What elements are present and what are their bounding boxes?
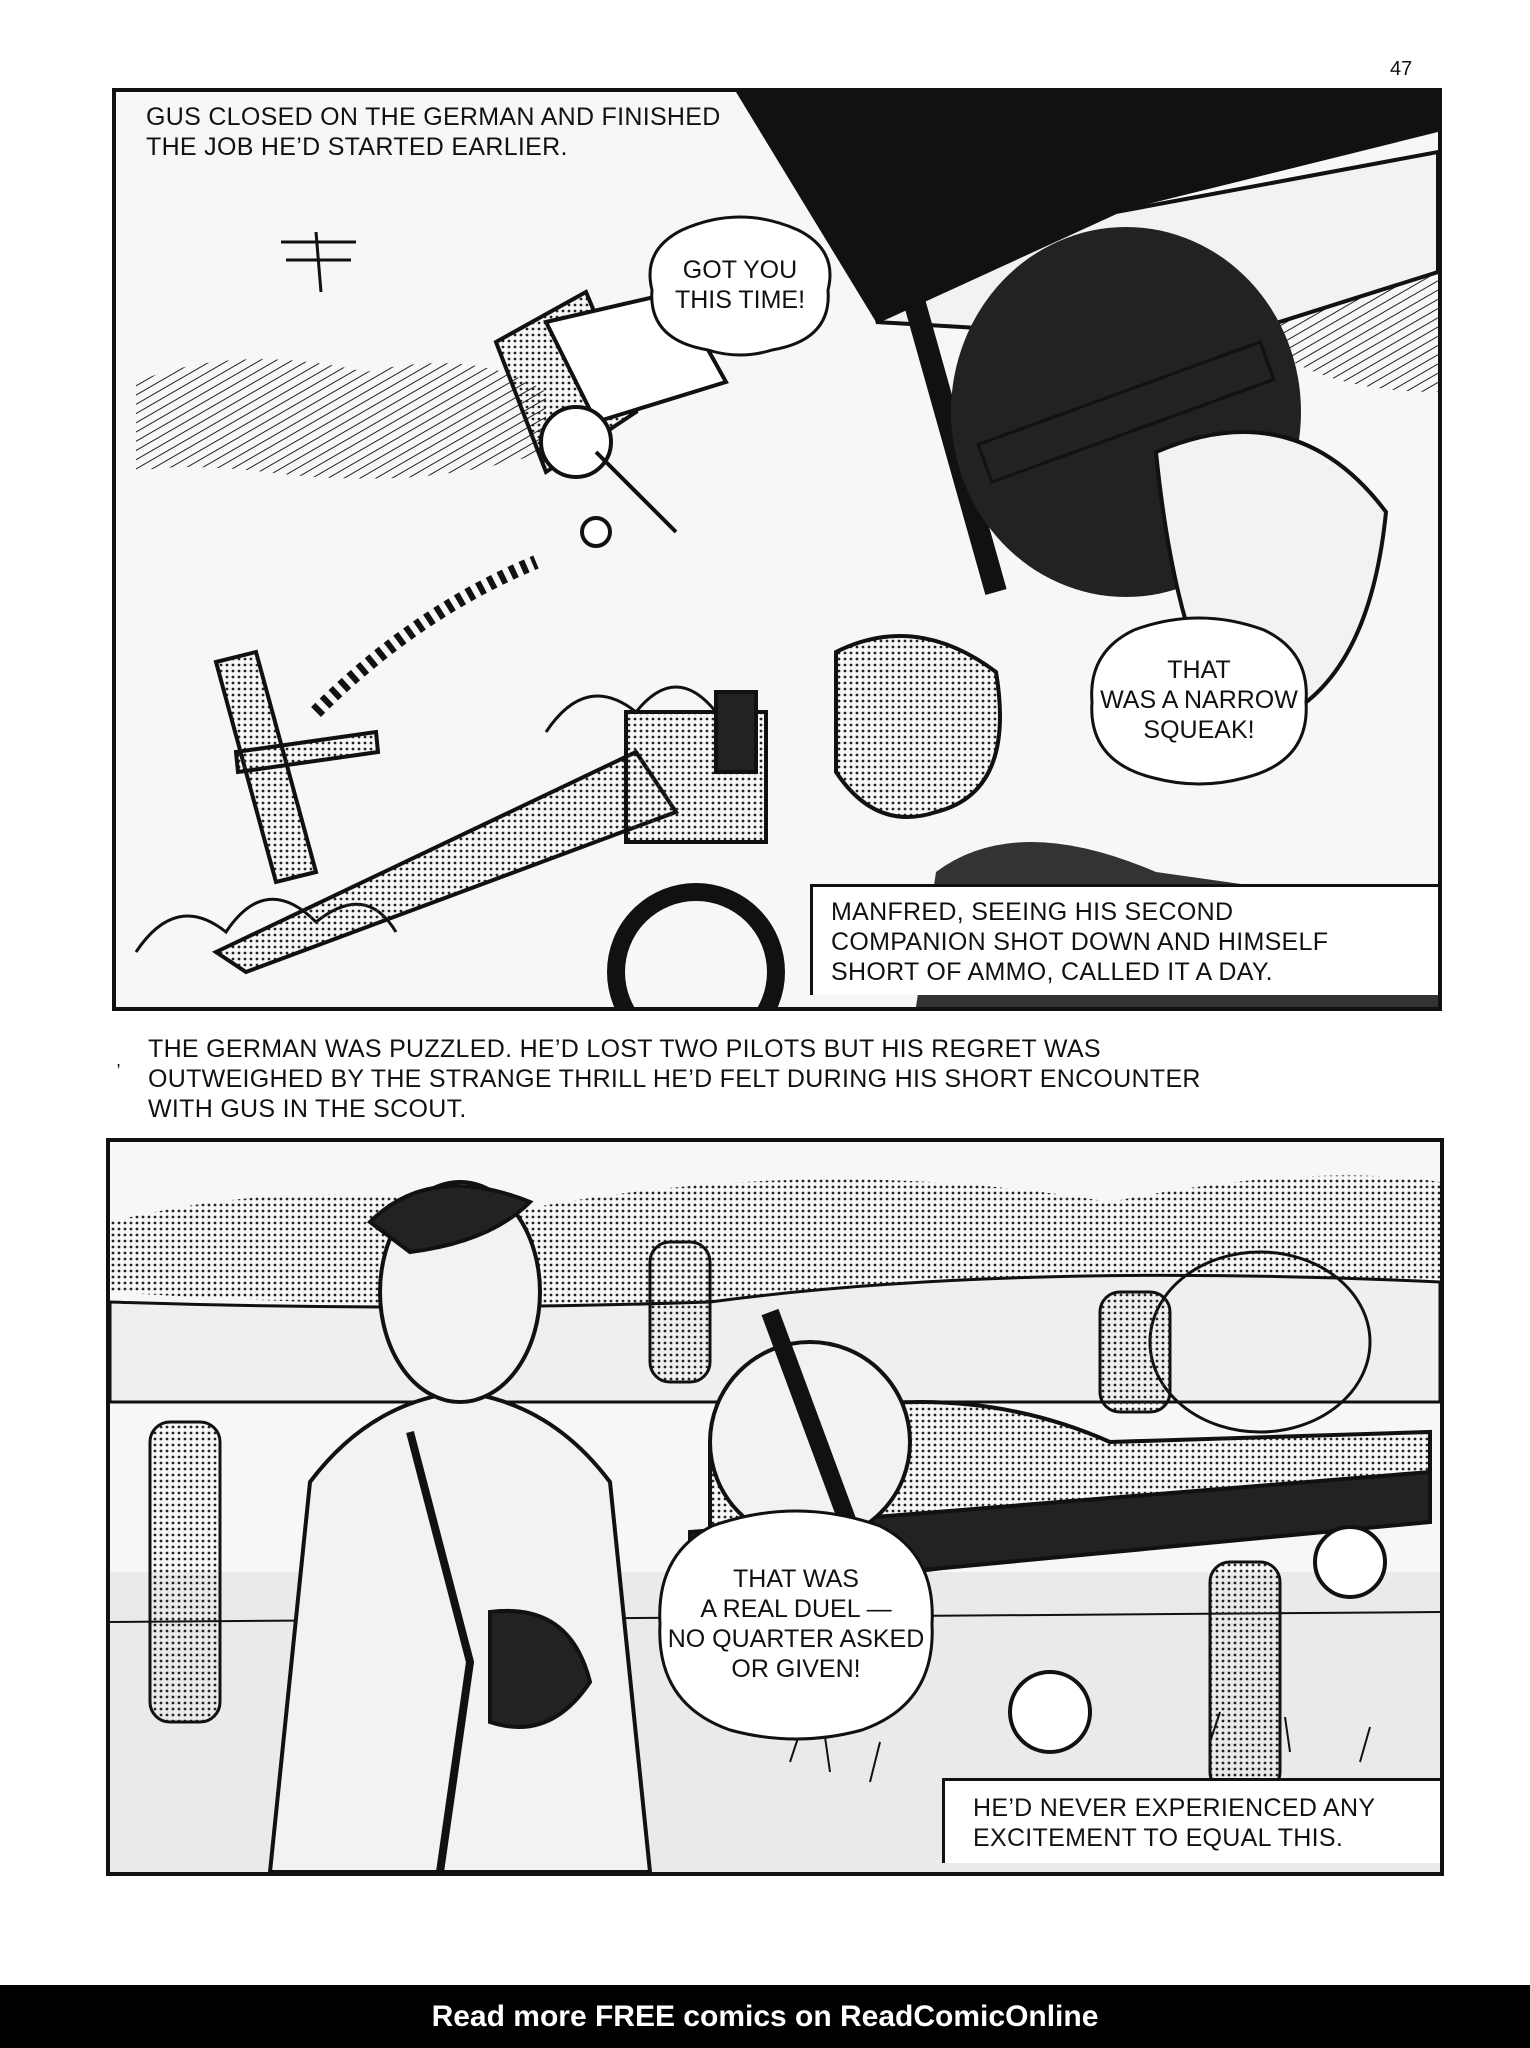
speech-bubble-narrow-squeak: [1084, 612, 1314, 788]
caption-german-puzzled: THE GERMAN WAS PUZZLED. HE’D LOST TWO PILOTS BUT HIS REGRET WAS OUTWEIGHED BY THE STRANGE THRILL HE’D FELT DURING HIS SHORT ENCOUNTER WITH GUS IN THE SCOUT.: [148, 1035, 1201, 1123]
speech-bubble-text: GOT YOU THIS TIME!: [674, 256, 806, 314]
speech-bubble-real-duel: [652, 1504, 940, 1744]
comic-panel-airfield: [106, 1138, 1444, 1876]
caption-marker-icon: ,: [116, 1050, 122, 1070]
speech-bubble-text: THAT WAS A NARROW SQUEAK!: [1100, 656, 1298, 744]
caption-never-experienced: HE’D NEVER EXPERIENCED ANY EXCITEMENT TO EQUAL THIS.: [942, 1778, 1444, 1863]
promo-footer-bar[interactable]: [0, 1985, 1530, 2048]
speech-bubble-text: THAT WAS A REAL DUEL — NO QUARTER ASKED OR GIVEN!: [667, 1565, 925, 1683]
caption-gus-closed: GUS CLOSED ON THE GERMAN AND FINISHED THE JOB HE’D STARTED EARLIER.: [146, 103, 721, 161]
comic-panel-dogfight: [112, 88, 1442, 1011]
speech-bubble-got-you: [642, 210, 838, 360]
page-number: 47: [1390, 58, 1413, 80]
promo-footer-text[interactable]: Read more FREE comics on ReadComicOnline: [431, 1999, 1099, 2033]
caption-manfred-called-it: MANFRED, SEEING HIS SECOND COMPANION SHOT DOWN AND HIMSELF SHORT OF AMMO, CALLED IT A DAY.: [810, 884, 1442, 995]
